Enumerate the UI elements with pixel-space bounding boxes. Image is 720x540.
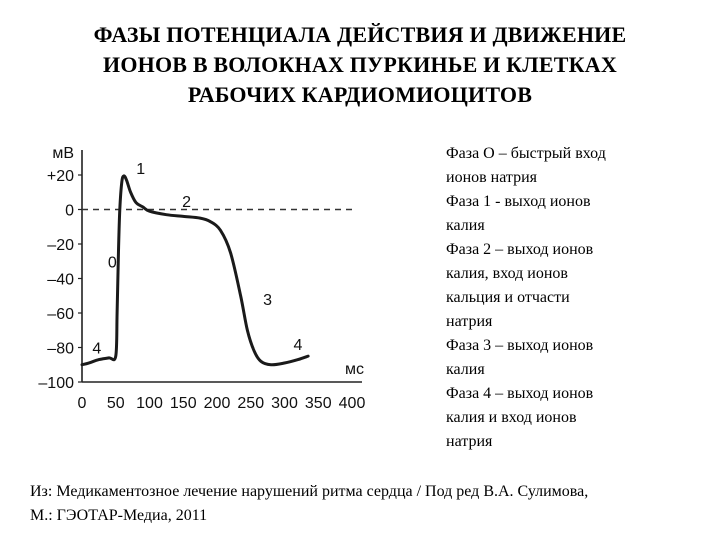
phase-label: 0 <box>107 254 117 272</box>
y-axis-label: мВ <box>52 145 74 162</box>
phase-note-line: калия <box>446 361 485 378</box>
phase-note-line: калия, вход ионов <box>446 265 568 282</box>
phase-notes <box>446 142 706 454</box>
x-tick-label: 100 <box>136 395 163 412</box>
phase-label: 1 <box>136 161 146 179</box>
phase-note-line: Фаза О – быстрый вход <box>446 145 606 162</box>
x-axis-label: мс <box>345 361 364 378</box>
title-line: ИОНОВ В ВОЛОКНАХ ПУРКИНЬЕ И КЛЕТКАХ <box>103 52 617 77</box>
y-tick-label: +20 <box>46 168 74 185</box>
source-line: М.: ГЭОТАР-Медиа, 2011 <box>30 507 208 524</box>
phase-note-line: Фаза 4 – выход ионов <box>446 385 594 402</box>
phase-label: 4 <box>293 337 303 355</box>
x-tick-label: 50 <box>106 395 125 412</box>
phase-label: 2 <box>182 193 192 211</box>
x-tick-label: 400 <box>338 395 366 412</box>
phase-note-line: кальция и отчасти <box>446 289 570 306</box>
title-line: ФАЗЫ ПОТЕНЦИАЛА ДЕЙСТВИЯ И ДВИЖЕНИЕ <box>93 22 627 47</box>
x-tick-label: 200 <box>203 395 231 412</box>
phase-note-line: натрия <box>446 433 493 450</box>
y-tick-label: –100 <box>38 375 74 392</box>
source-citation <box>30 480 700 528</box>
phase-note-line: калия <box>446 217 485 234</box>
x-tick-label: 0 <box>77 395 87 412</box>
phase-note-line: Фаза 2 – выход ионов <box>446 241 594 258</box>
phase-note-line: калия и вход ионов <box>446 409 577 426</box>
phase-note-line: Фаза 1 - выход ионов <box>446 193 591 210</box>
phase-note-line: натрия <box>446 313 493 330</box>
y-tick-label: 0 <box>65 202 74 220</box>
phase-label: 4 <box>92 340 102 358</box>
phase-note-line: ионов натрия <box>446 169 538 186</box>
phase-note-line: Фаза 3 – выход ионов <box>446 337 594 354</box>
x-tick-label: 150 <box>169 395 197 412</box>
y-tick-label: –80 <box>47 340 74 358</box>
y-tick-label: –20 <box>47 237 74 254</box>
title-line: РАБОЧИХ КАРДИОМИОЦИТОВ <box>187 82 533 107</box>
y-tick-label: –40 <box>47 271 74 289</box>
y-tick-label: –60 <box>47 306 74 323</box>
phase-label: 3 <box>263 292 273 310</box>
x-tick-label: 250 <box>237 395 265 412</box>
x-tick-label: 300 <box>271 395 298 412</box>
source-line: Из: Медикаментозное лечение нарушений ритма сердца / Под ред В.А. Сулимова, <box>30 483 589 500</box>
x-tick-label: 350 <box>304 395 332 412</box>
